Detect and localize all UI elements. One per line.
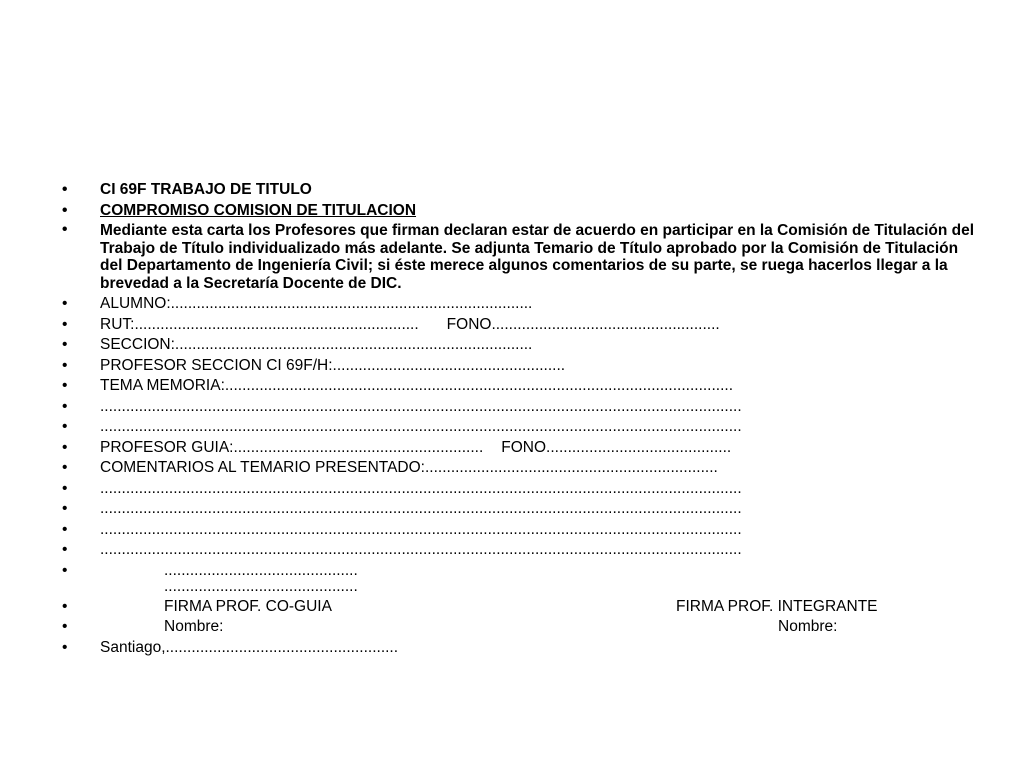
- intro-item: [60, 221, 980, 294]
- bullet: •: [62, 336, 68, 353]
- bullet: •: [62, 500, 68, 517]
- nombre-pair: [100, 617, 938, 637]
- profesor-seccion-field: PROFESOR SECCION CI 69F/H:......................................................: [100, 356, 566, 374]
- firma-pair: [100, 597, 938, 617]
- nombre-left-label: Nombre:: [164, 618, 224, 635]
- signature-dots-line: .............................................: [164, 561, 358, 579]
- signature-dots-item: [60, 561, 980, 597]
- profesor-guia-item: [60, 438, 980, 459]
- tema-memoria-field: TEMA MEMORIA:......................................................................................................................: [100, 377, 734, 394]
- seccion-item: [60, 335, 980, 356]
- rut-item: [60, 315, 980, 336]
- title-item: [60, 180, 980, 201]
- document-body: [60, 180, 980, 658]
- bullet: •: [62, 541, 68, 558]
- profesor-seccion-item: [60, 356, 980, 377]
- comentarios-item: [60, 458, 980, 479]
- bullet: •: [62, 201, 68, 219]
- bullet: •: [62, 181, 68, 198]
- seccion-field: SECCION:...................................................................................: [100, 336, 533, 353]
- bullet: •: [62, 356, 68, 374]
- bullet: •: [62, 638, 68, 656]
- bullet: •: [62, 295, 68, 312]
- bullet: •: [62, 597, 68, 615]
- rut-field: RUT:..................................................................: [100, 315, 419, 333]
- signature-dots-stack: [100, 561, 358, 595]
- bullet: •: [62, 315, 68, 333]
- blank-line: .....................................................................................................................................................: [100, 418, 742, 435]
- firma-co-guia-label: FIRMA PROF. CO-GUIA: [164, 597, 332, 615]
- blank-line: .....................................................................................................................................................: [100, 397, 742, 415]
- nombre-item: [60, 617, 980, 638]
- santiago-field: Santiago,......................................................: [100, 638, 399, 656]
- signature-dots-line: .............................................: [164, 577, 358, 595]
- bullet: •: [62, 397, 68, 415]
- document-title: CI 69F TRABAJO DE TITULO: [100, 181, 312, 198]
- bullet: •: [62, 221, 68, 238]
- comment-line: .....................................................................................................................................................: [100, 541, 742, 558]
- bullet: •: [62, 479, 68, 497]
- nombre-right-label: Nombre:: [778, 618, 838, 635]
- comment-line: .....................................................................................................................................................: [100, 479, 742, 497]
- firma-item: [60, 597, 980, 618]
- bullet: •: [62, 561, 68, 579]
- bullet: •: [62, 520, 68, 538]
- subtitle-item: [60, 201, 980, 222]
- comment-line-item: [60, 520, 980, 541]
- comment-line-item: [60, 499, 980, 520]
- bullet: •: [62, 618, 68, 635]
- comment-line-item: [60, 540, 980, 561]
- blank-line-item: [60, 417, 980, 438]
- alumno-field: ALUMNO:....................................................................................: [100, 295, 533, 312]
- blank-line-item: [60, 397, 980, 418]
- firma-integrante-label: FIRMA PROF. INTEGRANTE: [676, 597, 878, 615]
- santiago-item: [60, 638, 980, 659]
- document-subtitle: COMPROMISO COMISION DE TITULACION: [100, 201, 417, 219]
- alumno-item: [60, 294, 980, 315]
- bullet: •: [62, 418, 68, 435]
- intro-paragraph: Mediante esta carta los Profesores que firman declaran estar de acuerdo en participar en la Comisión de Titulación del Trabajo de Título individualizado más adelante. Se adjunta Temario de Título aprobado por la Comisión de Titulación del Departamento de Ingeniería Civil; si éste merece algunos comentarios de su parte, se ruega hacerlos llegar a la brevedad a la Secretaría Docente de DIC.: [100, 222, 975, 292]
- comment-line-item: [60, 479, 980, 500]
- bullet: •: [62, 377, 68, 394]
- comentarios-field: COMENTARIOS AL TEMARIO PRESENTADO:....................................................................: [100, 459, 718, 476]
- bullet: •: [62, 459, 68, 476]
- tema-memoria-item: [60, 376, 980, 397]
- comment-line: .....................................................................................................................................................: [100, 500, 742, 517]
- comment-line: .....................................................................................................................................................: [100, 520, 742, 538]
- guia-fono-field: FONO...........................................: [501, 438, 732, 456]
- rut-fono-field: FONO.....................................................: [446, 315, 720, 333]
- bullet: •: [62, 438, 68, 456]
- profesor-guia-field: PROFESOR GUIA:..........................................................: [100, 438, 484, 456]
